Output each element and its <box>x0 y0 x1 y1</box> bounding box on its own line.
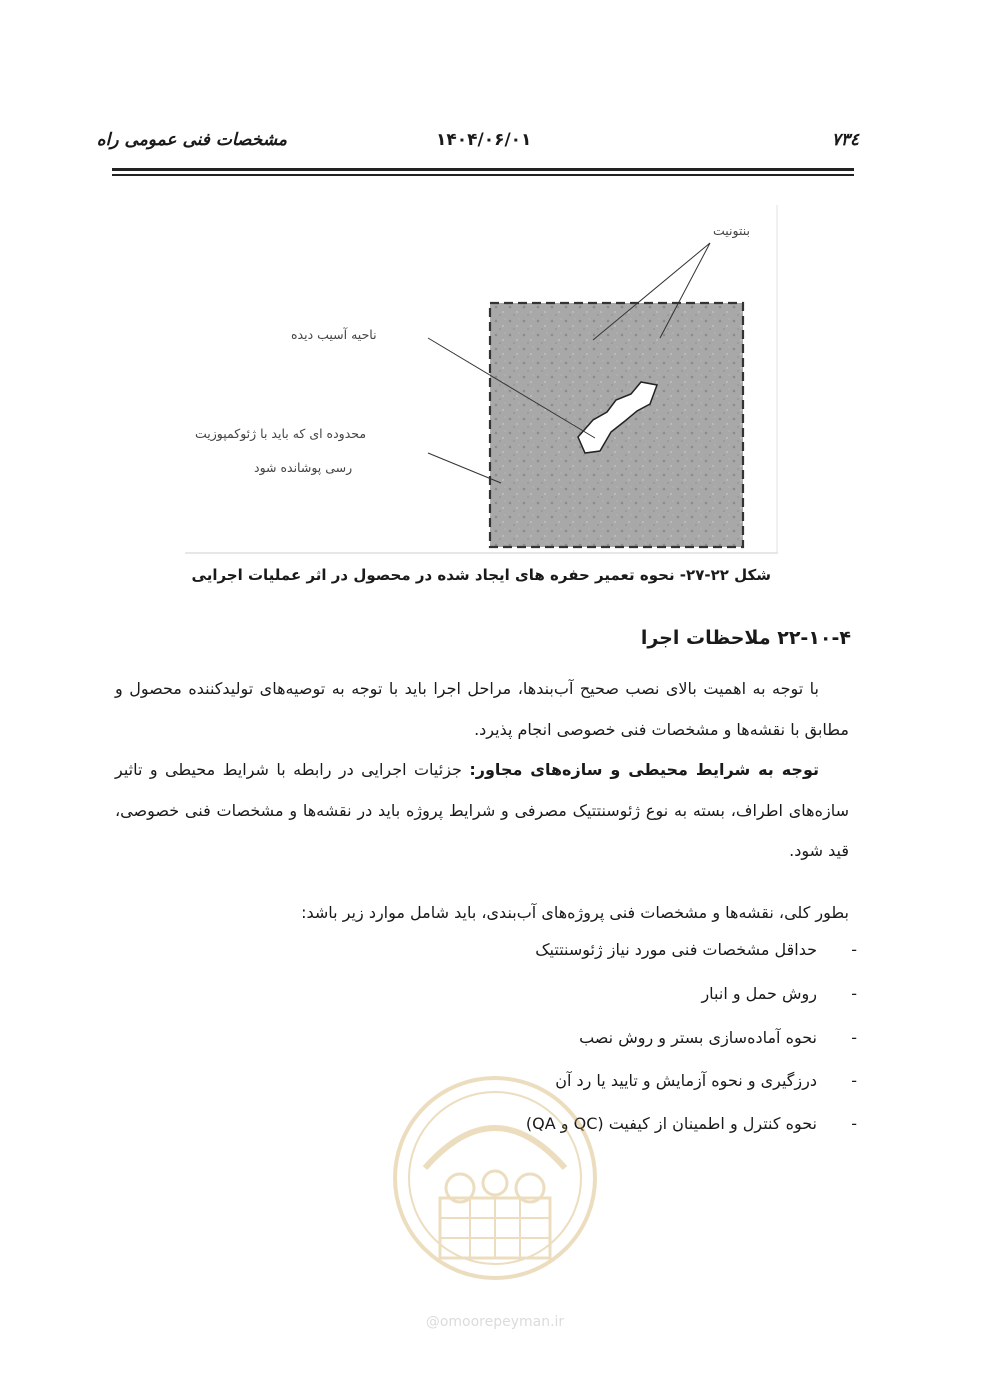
watermark-seal <box>385 1068 605 1308</box>
list-bullet: - <box>851 940 857 959</box>
list-item <box>535 940 857 959</box>
paragraph-environment <box>115 750 849 872</box>
label-bentonite: بنتونیت <box>713 223 751 238</box>
paragraph-environment-body: جزئیات اجرایی در رابطه با شرایط محیطی و تاثیر سازه‌های اطراف، بسته به نوع ژئوسنتتیک مصرفی و شرایط پروژه باید در نقشه‌ها و مشخصات فنی خصوصی، قید شود. <box>115 760 849 860</box>
watermark-text: @omoorepeyman.ir <box>425 1314 565 1330</box>
section-heading: ۲۲-۱۰-۴ ملاحظات اجرا <box>640 627 851 649</box>
watermark-logo <box>385 1068 605 1328</box>
paragraph-list-intro: بطور کلی، نقشه‌ها و مشخصات فنی پروژه‌های آب‌بندی، باید شامل موارد زیر باشد: <box>301 903 849 922</box>
header-rule-thin <box>112 174 854 176</box>
list-item <box>701 984 857 1003</box>
list-bullet: - <box>851 984 857 1003</box>
list-bullet: - <box>851 1028 857 1047</box>
paragraph-environment-title: توجه به شرایط محیطی و سازه‌های مجاور: <box>469 760 819 779</box>
list-item-text: حداقل مشخصات فنی مورد نیاز ژئوسنتتیک <box>535 940 817 959</box>
repair-figure <box>185 205 778 555</box>
list-bullet: - <box>851 1071 857 1090</box>
paragraph-intro: با توجه به اهمیت بالای نصب صحیح آب‌بندها، مراحل اجرا باید با توجه به توصیه‌های تولیدکننده محصول و مطابق با نقشه‌ها و مشخصات فنی خصوصی انجام پذیرد. <box>115 679 849 739</box>
list-item-text: روش حمل و انبار <box>701 984 817 1003</box>
label-damaged-area: ناحیه آسیب دیده <box>291 327 377 342</box>
list-item-text: نحوه کنترل و اطمینان از کیفیت (QC و QA) <box>525 1114 817 1133</box>
label-cover-area-line1: محدوده ای که باید با ژئوکمپوزیت <box>195 426 367 441</box>
running-header-title: مشخصات فنی عمومی راه <box>96 130 287 150</box>
running-header-date: ۱۴۰۴/۰۶/۰۱ <box>436 130 532 150</box>
header-rule-thick <box>112 168 854 171</box>
list-item <box>579 1028 857 1047</box>
figure-drawing <box>185 205 778 555</box>
figure-caption: شکل ۲۲-۲۷- نحوه تعمیر حفره های ایجاد شده در محصول در اثر عملیات اجرایی <box>191 566 771 584</box>
list-item-text: نحوه آماده‌سازی بستر و روش نصب <box>579 1028 817 1047</box>
list-bullet: - <box>851 1114 857 1133</box>
list-item-text: درزگیری و نحوه آزمایش و تایید یا رد آن <box>555 1071 817 1090</box>
label-cover-area-line2: رسی پوشانده شود <box>254 460 353 475</box>
page-number: ۷۳٤ <box>831 130 859 150</box>
